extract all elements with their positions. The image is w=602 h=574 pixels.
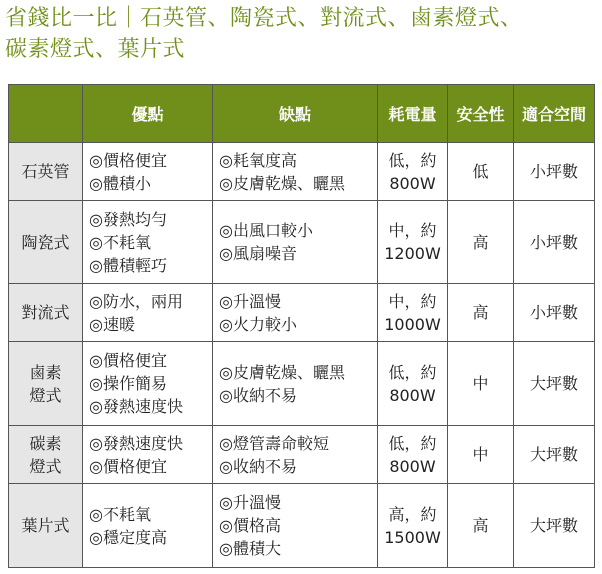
table-row <box>9 201 595 284</box>
row-safety: 中 <box>448 342 514 426</box>
heater-comparison-table <box>8 84 595 568</box>
row-cons <box>213 484 378 568</box>
row-heater-name <box>9 426 83 484</box>
row-cons <box>213 143 378 201</box>
row-space: 小坪數 <box>514 201 595 284</box>
row-space: 大坪數 <box>514 342 595 426</box>
pro-item: ◎速暖 <box>89 314 135 334</box>
header-pros: 優點 <box>83 85 213 143</box>
row-power <box>378 342 448 426</box>
pro-item: ◎價格便宜 <box>89 351 167 370</box>
row-name-line: 鹵素 <box>29 362 62 382</box>
row-name-line: 對流式 <box>21 303 70 322</box>
con-item: ◎體積大 <box>219 539 281 558</box>
row-name-line: 碳素 <box>29 433 62 453</box>
row-safety: 高 <box>448 284 514 342</box>
row-power <box>378 284 448 342</box>
row-heater-name <box>9 284 83 342</box>
row-pros <box>83 284 213 342</box>
row-power <box>378 201 448 284</box>
pro-item: ◎發熱速度快 <box>89 433 183 453</box>
power-value: 1500W <box>384 527 441 547</box>
header-space: 適合空間 <box>514 85 595 143</box>
con-item: ◎收納不易 <box>219 456 297 476</box>
row-name-line: 燈式 <box>29 385 62 405</box>
con-item: ◎皮膚乾燥、曬黑 <box>219 362 345 382</box>
power-level: 高，約 <box>388 504 437 524</box>
header-corner <box>9 85 83 143</box>
row-heater-name <box>9 143 83 201</box>
con-item: ◎耗氧度高 <box>219 150 297 170</box>
row-heater-name <box>9 342 83 426</box>
row-pros <box>83 342 213 426</box>
pro-item: ◎操作簡易 <box>89 374 167 393</box>
power-value: 800W <box>389 385 436 405</box>
row-safety: 高 <box>448 484 514 568</box>
row-cons <box>213 342 378 426</box>
con-item: ◎收納不易 <box>219 385 297 405</box>
pro-item: ◎不耗氧 <box>89 504 151 524</box>
power-level: 低，約 <box>388 433 437 453</box>
con-item: ◎升溫慢 <box>219 493 281 512</box>
title-line-2: 碳素燈式、葉片式 <box>5 37 186 62</box>
con-item: ◎風扇噪音 <box>219 244 297 263</box>
row-safety: 低 <box>448 143 514 201</box>
pro-item: ◎防水，兩用 <box>89 291 183 311</box>
con-item: ◎價格高 <box>219 516 281 535</box>
pro-item: ◎穩定度高 <box>89 527 167 547</box>
row-space: 小坪數 <box>514 284 595 342</box>
table-row <box>9 284 595 342</box>
power-value: 800W <box>389 173 436 193</box>
row-power <box>378 484 448 568</box>
row-pros <box>83 484 213 568</box>
row-cons <box>213 201 378 284</box>
power-value: 1200W <box>384 244 441 263</box>
row-cons <box>213 426 378 484</box>
pro-item: ◎發熱速度快 <box>89 397 183 416</box>
row-space: 大坪數 <box>514 426 595 484</box>
row-heater-name <box>9 201 83 284</box>
row-name-line: 燈式 <box>29 456 62 476</box>
header-cons: 缺點 <box>213 85 378 143</box>
row-name-line: 陶瓷式 <box>21 232 70 252</box>
row-heater-name <box>9 484 83 568</box>
power-level: 低，約 <box>388 150 437 170</box>
page-title <box>5 3 599 65</box>
pro-item: ◎價格便宜 <box>89 150 167 170</box>
table-row <box>9 484 595 568</box>
row-pros <box>83 143 213 201</box>
power-level: 低，約 <box>388 362 437 382</box>
header-power: 耗電量 <box>378 85 448 143</box>
row-name-line: 葉片式 <box>21 516 70 535</box>
row-cons <box>213 284 378 342</box>
con-item: ◎燈管壽命較短 <box>219 433 329 453</box>
power-level: 中，約 <box>388 291 437 311</box>
table-row <box>9 342 595 426</box>
table-row <box>9 143 595 201</box>
con-item: ◎皮膚乾燥、曬黑 <box>219 173 345 193</box>
pro-item: ◎不耗氧 <box>89 232 151 252</box>
title-line-1: 省錢比一比｜石英管、陶瓷式、對流式、鹵素燈式、 <box>5 6 523 31</box>
con-item: ◎火力較小 <box>219 314 297 334</box>
power-level: 中，約 <box>388 221 437 240</box>
row-space: 小坪數 <box>514 143 595 201</box>
con-item: ◎出風口較小 <box>219 221 313 240</box>
power-value: 800W <box>389 456 436 476</box>
power-value: 1000W <box>384 314 441 334</box>
row-space: 大坪數 <box>514 484 595 568</box>
con-item: ◎升溫慢 <box>219 291 281 311</box>
table-header-row <box>9 85 595 143</box>
row-pros <box>83 201 213 284</box>
row-safety: 中 <box>448 426 514 484</box>
pro-item: ◎價格便宜 <box>89 456 167 476</box>
row-power <box>378 143 448 201</box>
row-power <box>378 426 448 484</box>
pro-item: ◎體積小 <box>89 173 151 193</box>
pro-item: ◎體積輕巧 <box>89 255 167 275</box>
table-row <box>9 426 595 484</box>
header-safety: 安全性 <box>448 85 514 143</box>
row-name-line: 石英管 <box>21 162 70 181</box>
table-body <box>9 143 595 568</box>
row-safety: 高 <box>448 201 514 284</box>
pro-item: ◎發熱均勻 <box>89 209 167 229</box>
row-pros <box>83 426 213 484</box>
